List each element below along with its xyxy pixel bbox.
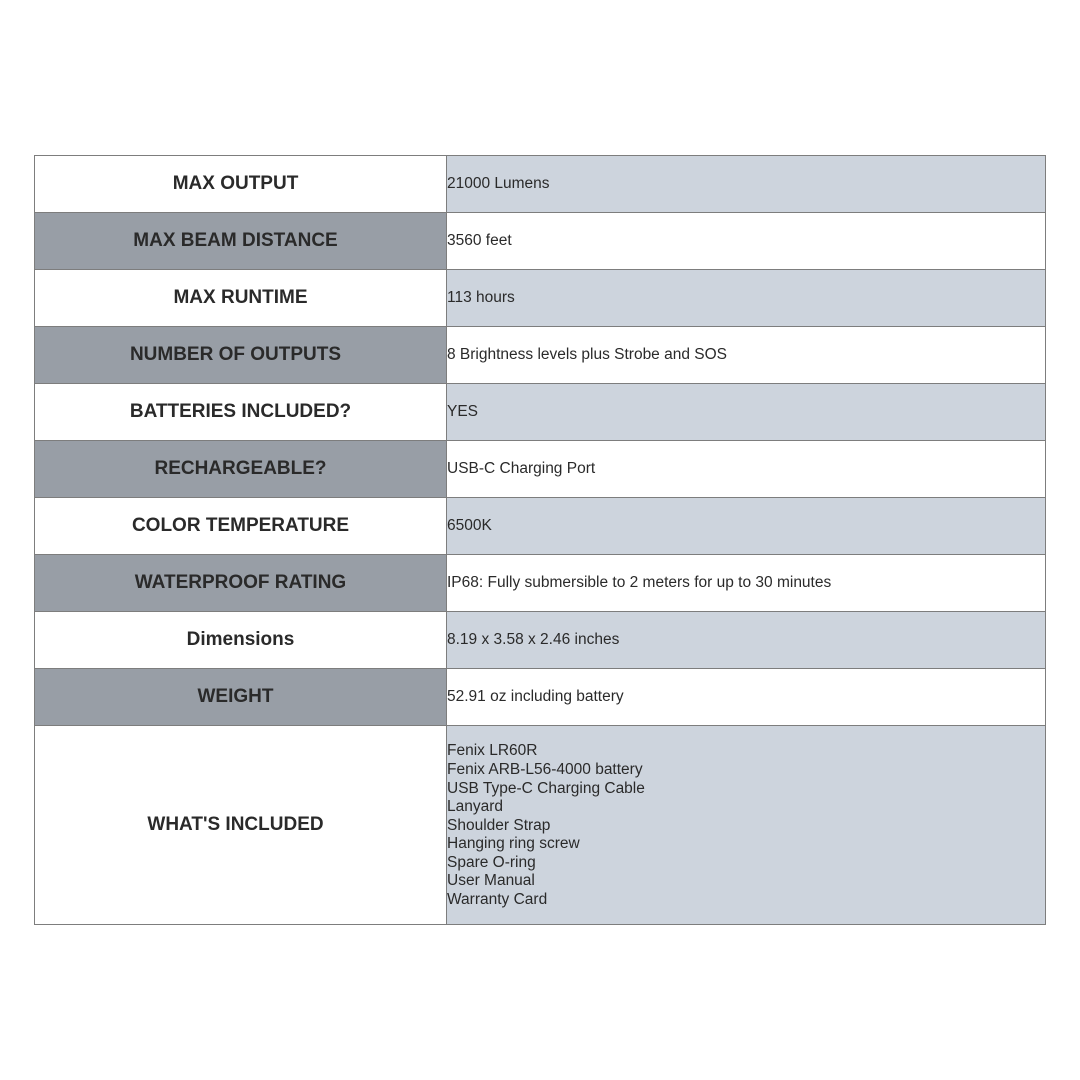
list-item: Hanging ring screw — [447, 835, 580, 853]
included-items — [447, 740, 1045, 909]
spec-row-max-runtime — [35, 270, 1046, 327]
spec-value: YES — [447, 384, 1046, 441]
spec-row-color-temperature — [35, 498, 1046, 555]
spec-value: 3560 feet — [447, 213, 1046, 270]
list-item: Fenix ARB-L56-4000 battery — [447, 760, 643, 778]
spec-label — [35, 669, 447, 726]
spec-label — [35, 270, 447, 327]
list-item: Fenix LR60R — [447, 742, 538, 760]
spec-label — [35, 156, 447, 213]
list-item: Warranty Card — [447, 891, 548, 909]
spec-label-text: Dimensions — [186, 629, 295, 650]
spec-table — [34, 155, 1046, 925]
spec-row-rechargeable — [35, 441, 1046, 498]
list-item: User Manual — [447, 872, 535, 890]
spec-label-text: MAX RUNTIME — [173, 287, 308, 308]
spec-label — [35, 612, 447, 669]
spec-value: IP68: Fully submersible to 2 meters for up to 30 minutes — [447, 555, 1046, 612]
spec-row-weight — [35, 669, 1046, 726]
spec-label — [35, 441, 447, 498]
spec-label-text: WEIGHT — [197, 686, 274, 707]
spec-label-text: RECHARGEABLE? — [154, 458, 327, 479]
list-item: Lanyard — [447, 798, 504, 816]
spec-label — [35, 498, 447, 555]
list-item: Shoulder Strap — [447, 816, 551, 834]
spec-row-whats-included — [35, 726, 1046, 925]
spec-row-number-of-outputs — [35, 327, 1046, 384]
spec-label-text: MAX OUTPUT — [172, 173, 299, 194]
spec-row-max-beam-distance — [35, 213, 1046, 270]
spec-label-text: NUMBER OF OUTPUTS — [129, 344, 342, 365]
spec-value: 6500K — [447, 498, 1046, 555]
spec-label-text: WATERPROOF RATING — [134, 572, 347, 593]
spec-value: 113 hours — [447, 270, 1046, 327]
spec-value: 8.19 x 3.58 x 2.46 inches — [447, 612, 1046, 669]
spec-label — [35, 726, 447, 925]
spec-label — [35, 384, 447, 441]
spec-label — [35, 327, 447, 384]
list-item: USB Type-C Charging Cable — [447, 779, 645, 797]
spec-label-text: COLOR TEMPERATURE — [131, 515, 350, 536]
spec-label-text: WHAT'S INCLUDED — [147, 814, 324, 835]
included-list — [447, 726, 1046, 925]
spec-label-text: BATTERIES INCLUDED? — [129, 401, 352, 422]
spec-row-dimensions — [35, 612, 1046, 669]
spec-value: 52.91 oz including battery — [447, 669, 1046, 726]
spec-label — [35, 213, 447, 270]
spec-row-waterproof-rating — [35, 555, 1046, 612]
list-item: Spare O-ring — [447, 853, 536, 871]
spec-value: USB-C Charging Port — [447, 441, 1046, 498]
spec-label-text: MAX BEAM DISTANCE — [133, 230, 338, 251]
spec-row-batteries-included — [35, 384, 1046, 441]
spec-value: 8 Brightness levels plus Strobe and SOS — [447, 327, 1046, 384]
spec-value: 21000 Lumens — [447, 156, 1046, 213]
spec-label — [35, 555, 447, 612]
spec-row-max-output — [35, 156, 1046, 213]
